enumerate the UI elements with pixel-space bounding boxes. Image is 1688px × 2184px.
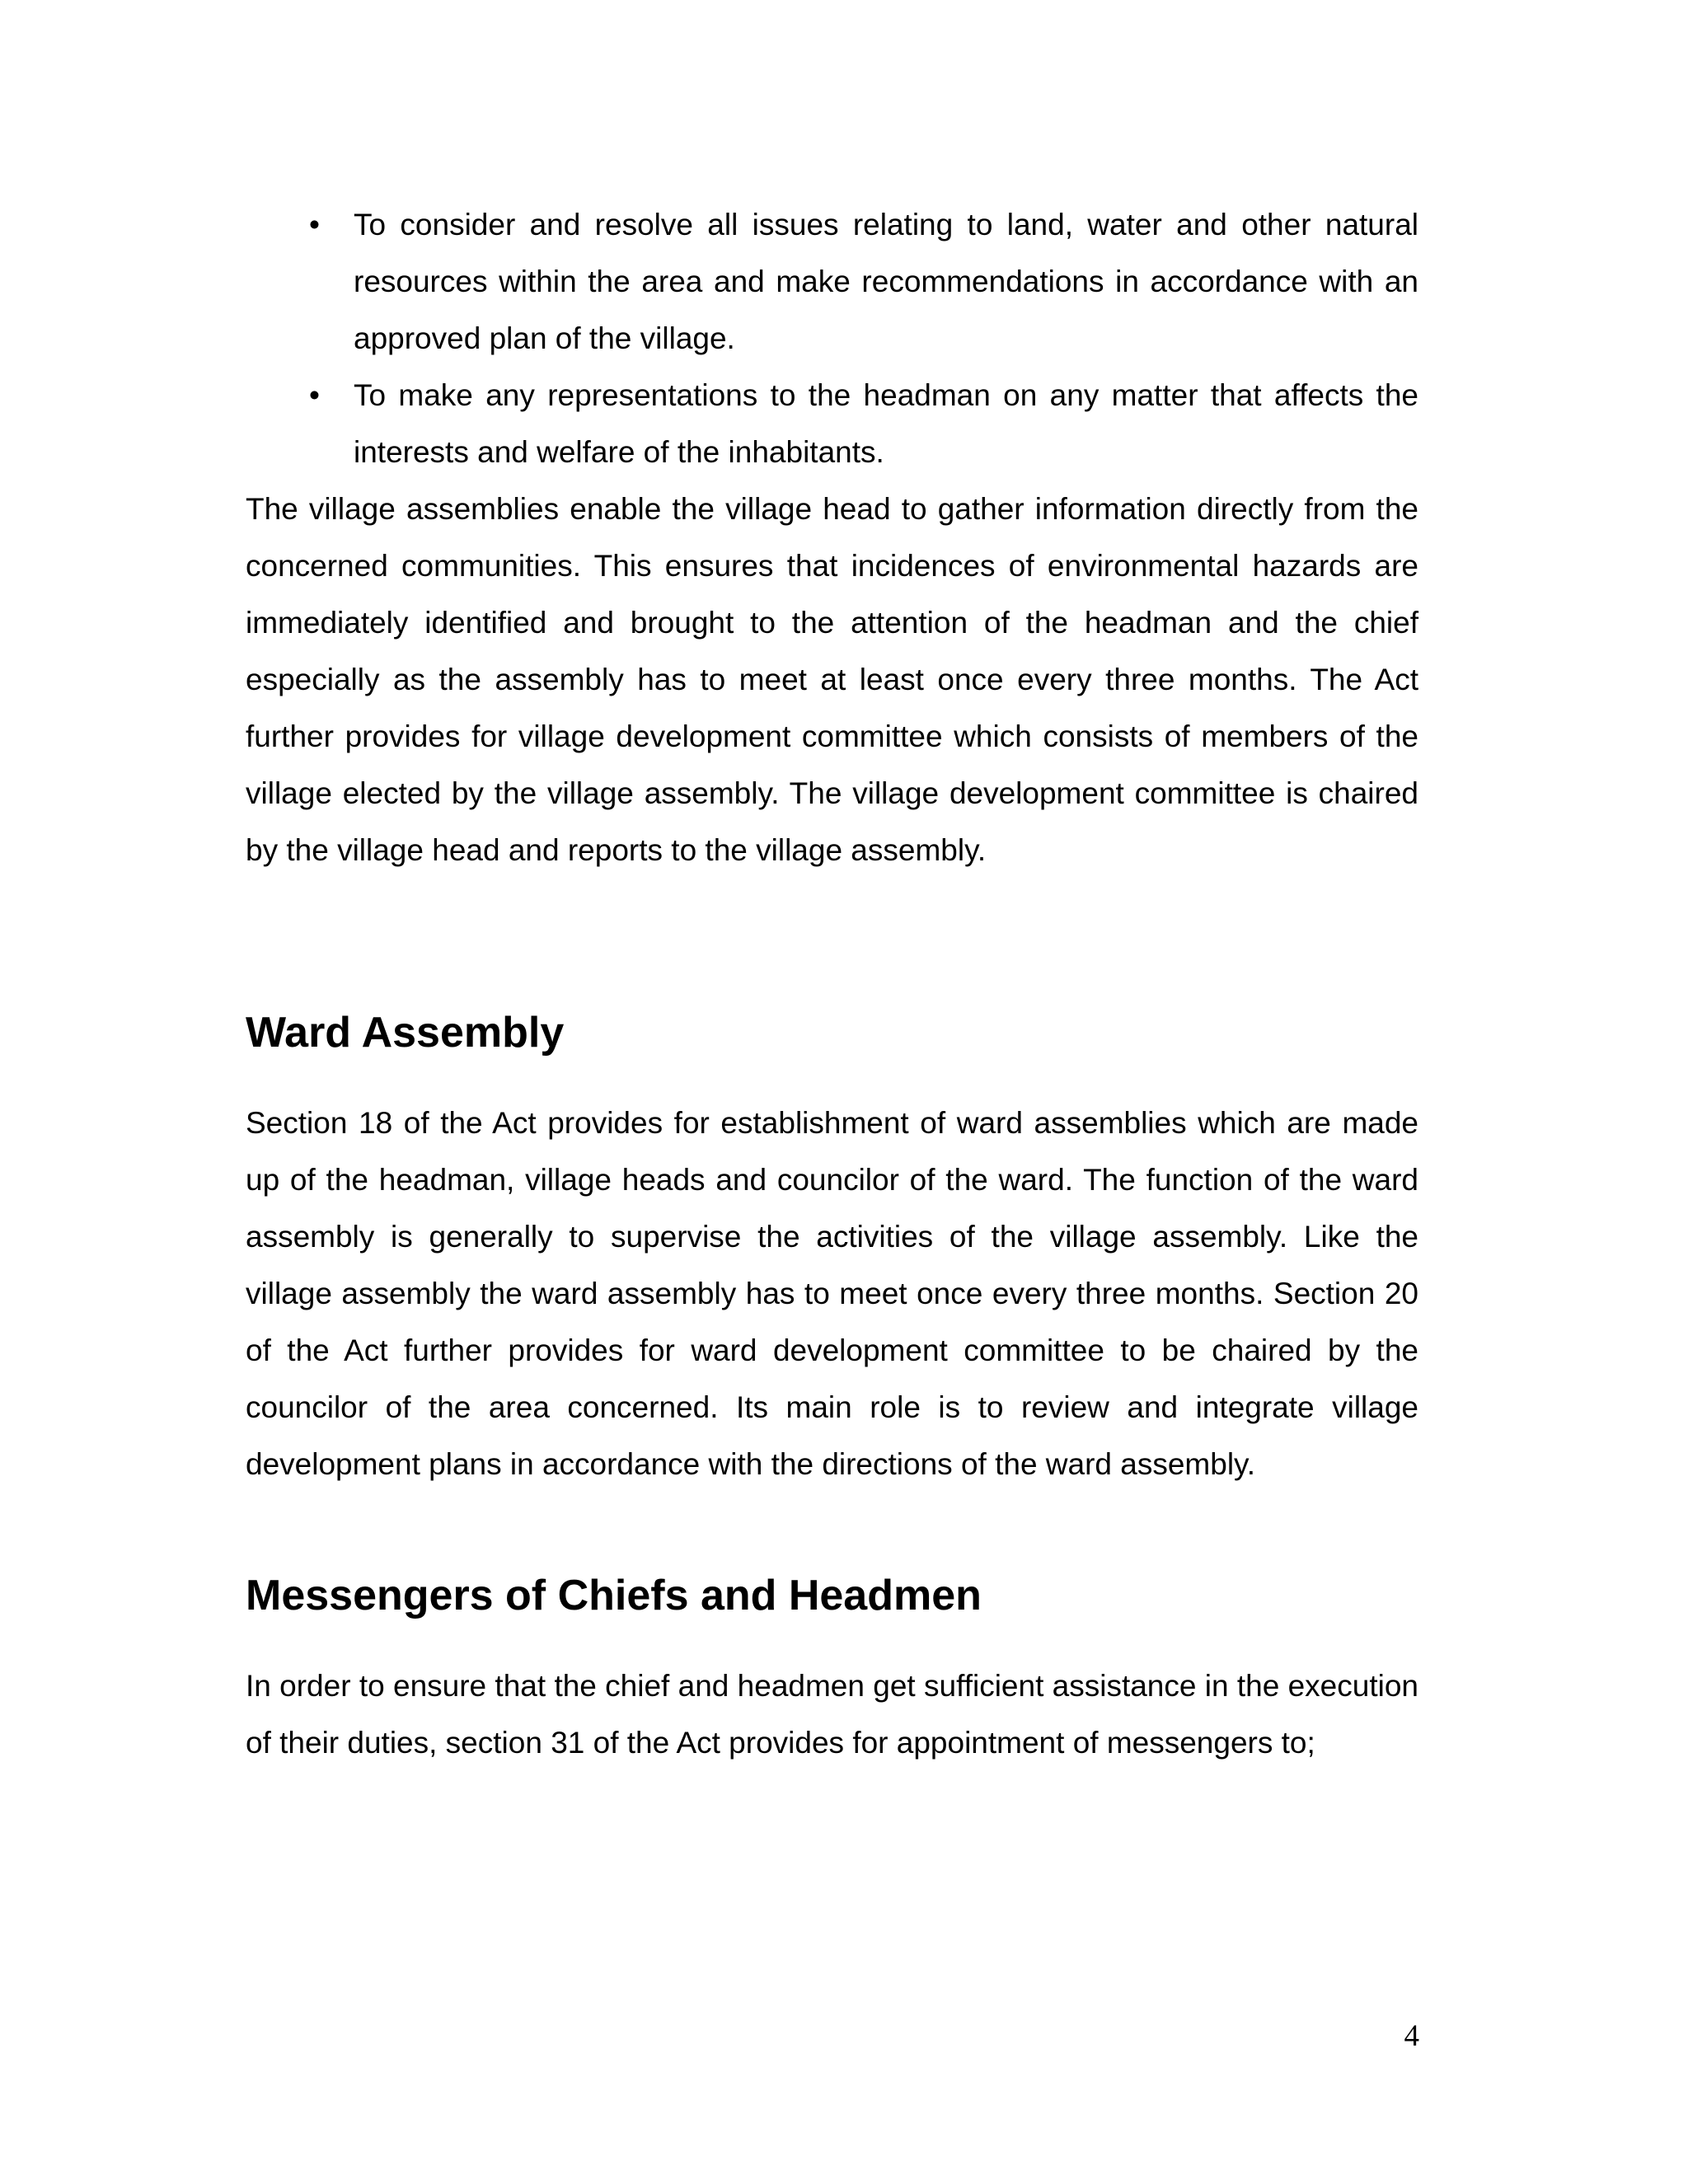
messengers-paragraph: In order to ensure that the chief and headmen get sufficient assistance in the execution of their duties, section 31 of the Act provides for appointment of messengers to; — [246, 1669, 1418, 1760]
bullet-text: To consider and resolve all issues relating to land, water and other natural resources within the area and make recommendations in accordance with an approved plan of the village. — [354, 208, 1418, 355]
bullet-text: To make any representations to the headman on any matter that affects the interests and welfare of the inhabitants. — [354, 378, 1418, 469]
list-item — [246, 196, 1418, 367]
ward-assembly-heading: Ward Assembly — [246, 1009, 565, 1057]
page-number: 4 — [1404, 2019, 1419, 2053]
list-item — [246, 367, 1418, 480]
bullet-list — [246, 196, 1418, 480]
village-assembly-paragraph: The village assemblies enable the village head to gather information directly from the concerned communities. This ensures that incidences of environmental hazards are immediately identified and brought to the attention of the headman and the chief especially as the assembly has to meet at least once every three months. The Act further provides for village development committee which consists of members of the village elected by the village assembly. The village development committee is chaired by the village head and reports to the village assembly. — [246, 492, 1418, 867]
document-page — [246, 196, 1418, 1771]
bullet-icon: • — [309, 378, 320, 412]
ward-assembly-paragraph: Section 18 of the Act provides for establishment of ward assemblies which are made up of the headman, village heads and councilor of the ward. The function of the ward assembly is generally to supervise the activities of the village assembly. Like the village assembly the ward assembly has to meet once every three months. Section 20 of the Act further provides for ward development committee to be chaired by the councilor of the area concerned. Its main role is to review and integrate village development plans in accordance with the directions of the ward assembly. — [246, 1106, 1418, 1481]
messengers-heading: Messengers of Chiefs and Headmen — [246, 1572, 982, 1619]
bullet-icon: • — [309, 208, 320, 241]
